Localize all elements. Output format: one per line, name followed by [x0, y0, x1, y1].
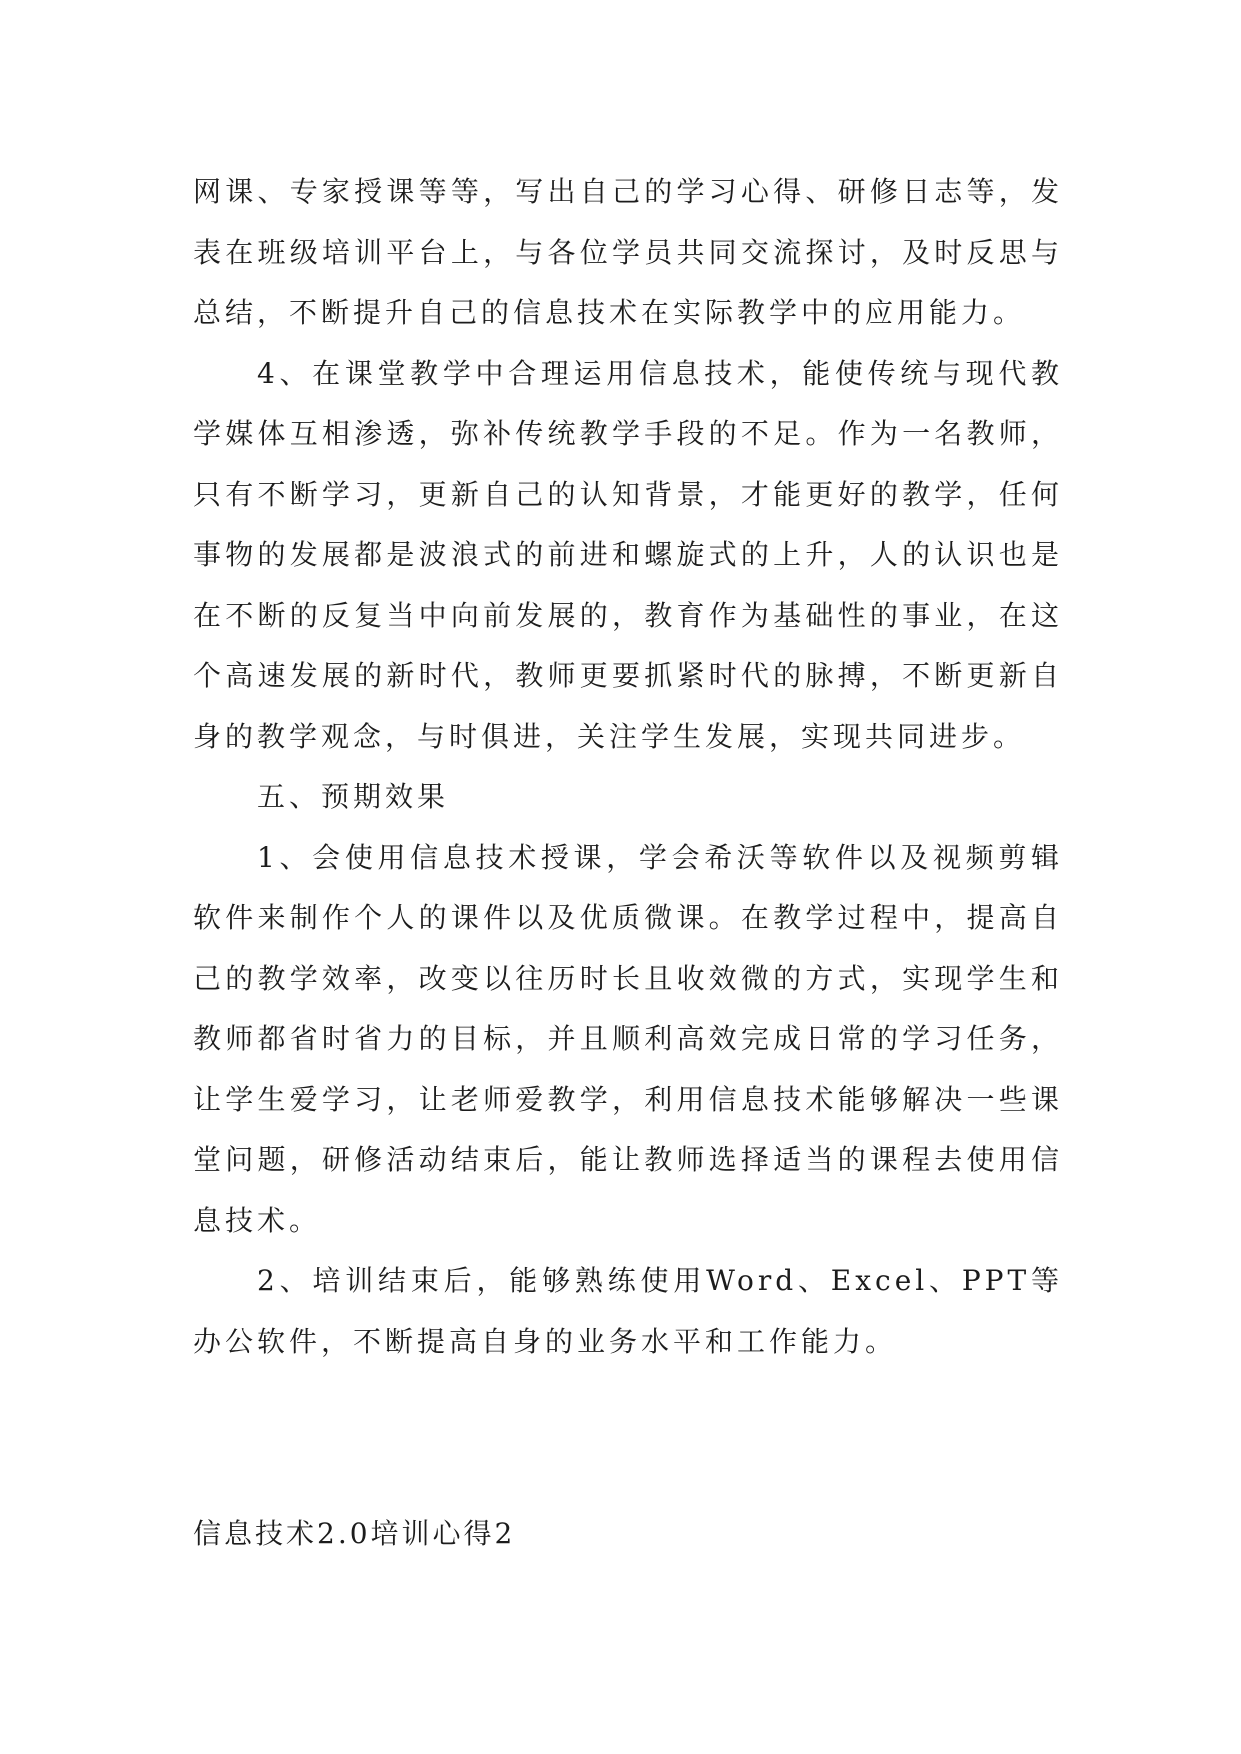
paragraph-effect-2: 2、培训结束后，能够熟练使用Word、Excel、PPT等办公软件，不断提高自身的业务水平和工作能力。 — [193, 1264, 1063, 1358]
next-section-title: 信息技术2.0培训心得2 — [193, 1517, 516, 1550]
paragraph-item-4: 4、在课堂教学中合理运用信息技术，能使传统与现代教学媒体互相渗透，弥补传统教学手段的不足。作为一名教师，只有不断学习，更新自己的认知背景，才能更好的教学，任何事物的发展都是波浪式的前进和螺旋式的上升，人的认识也是在不断的反复当中向前发展的，教育作为基础性的事业，在这个高速发展的新时代，教师更要抓紧时代的脉搏，不断更新自身的教学观念，与时俱进，关注学生发展，实现共同进步。 — [193, 356, 1063, 753]
paragraph-continuation: 网课、专家授课等等，写出自己的学习心得、研修日志等，发表在班级培训平台上，与各位学员共同交流探讨，及时反思与总结，不断提升自己的信息技术在实际教学中的应用能力。 — [193, 175, 1063, 329]
document-body — [193, 162, 1063, 1372]
paragraph-effect-1: 1、会使用信息技术授课，学会希沃等软件以及视频剪辑软件来制作个人的课件以及优质微课。在教学过程中，提高自己的教学效率，改变以往历时长且收效微的方式，实现学生和教师都省时省力的目标，并且顺利高效完成日常的学习任务，让学生爱学习，让老师爱教学，利用信息技术能够解决一些课堂问题，研修活动结束后，能让教师选择适当的课程去使用信息技术。 — [193, 840, 1063, 1237]
section-heading-expected-effects: 五、预期效果 — [257, 780, 450, 813]
